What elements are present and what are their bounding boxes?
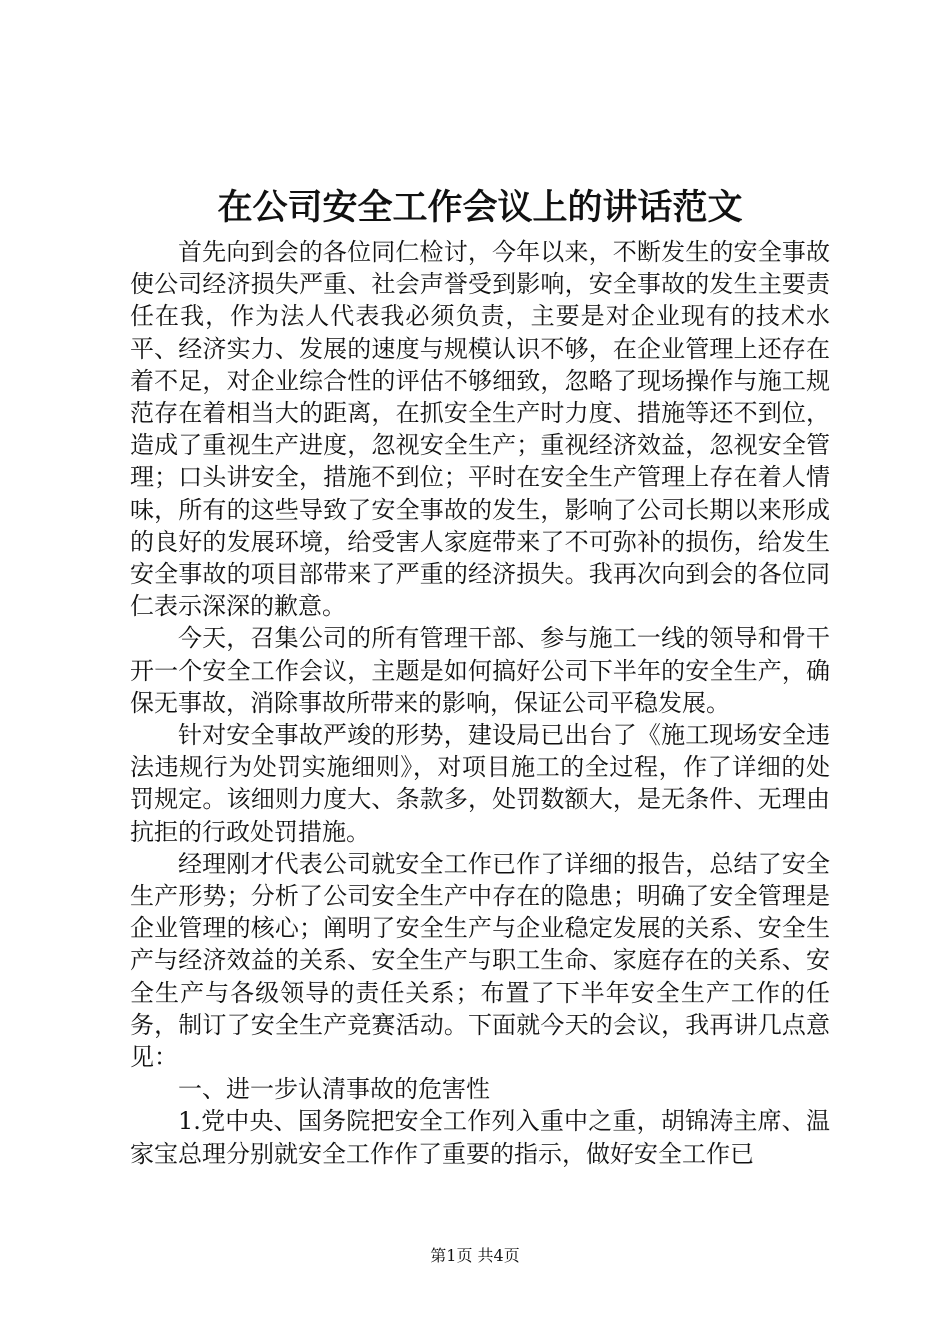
paragraph-regulations: 针对安全事故严竣的形势，建设局已出台了《施工现场安全违法违规行为处罚实施细则》，对项目施工的全过程，作了详细的处罚规定。该细则力度大、条款多，处罚数额大，是无条件、无理由抗拒的行政处罚措施。 (130, 721, 830, 846)
document-body (130, 236, 830, 1170)
paragraph-meeting-purpose: 今天，召集公司的所有管理干部、参与施工一线的领导和骨干开一个安全工作会议，主题是如何搞好公司下半年的安全生产，确保无事故，消除事故所带来的影响，保证公司平稳发展。 (130, 624, 830, 717)
paragraph-manager-report: 经理刚才代表公司就安全工作已作了详细的报告，总结了安全生产形势；分析了公司安全生产中存在的隐患；明确了安全管理是企业管理的核心；阐明了安全生产与企业稳定发展的关系、安全生产与经济效益的关系、安全生产与职工生命、家庭存在的关系、安全生产与各级领导的责任关系；布置了下半年安全生产工作的任务，制订了安全生产竞赛活动。下面就今天的会议，我再讲几点意见： (130, 849, 830, 1072)
document-title: 在公司安全工作会议上的讲话范文 (217, 187, 743, 228)
paragraph-apology: 首先向到会的各位同仁检讨，今年以来，不断发生的安全事故使公司经济损失严重、社会声誉受到影响，安全事故的发生主要责任在我，作为法人代表我必须负责，主要是对企业现有的技术水平、经济实力、发展的速度与规模认识不够，在企业管理上还存在着不足，对企业综合性的评估不够细致，忽略了现场操作与施工规范存在着相当大的距离，在抓安全生产时力度、措施等还不到位，造成了重视生产进度，忽视安全生产；重视经济效益，忽视安全管理；口头讲安全，措施不到位；平时在安全生产管理上存在着人情味，所有的这些导致了安全事故的发生，影响了公司长期以来形成的良好的发展环境，给受害人家庭带来了不可弥补的损伤，给发生安全事故的项目部带来了严重的经济损失。我再次向到会的各位同仁表示深深的歉意。 (130, 238, 830, 621)
section-heading: 一、进一步认清事故的危害性 (178, 1075, 490, 1104)
list-item-1: 1.党中央、国务院把安全工作列入重中之重，胡锦涛主席、温家宝总理分别就安全工作作了重要的指示，做好安全工作已 (130, 1107, 830, 1168)
page-footer: 第1页 共4页 (430, 1246, 520, 1265)
